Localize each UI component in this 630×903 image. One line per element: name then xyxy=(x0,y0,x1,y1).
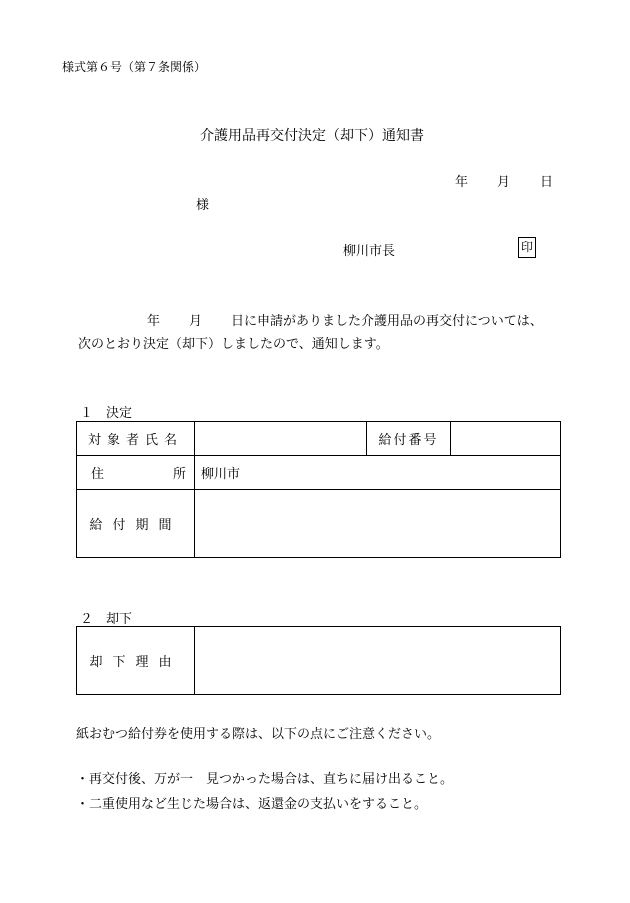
addressee-suffix: 様 xyxy=(196,198,210,213)
document-title: 介護用品再交付決定（却下）通知書 xyxy=(200,128,424,144)
notes-heading: 紙おむつ給付券を使用する際は、以下の点にご注意ください。 xyxy=(76,727,441,742)
seal-stamp: 印 xyxy=(518,237,536,258)
period-label: 給付期間 xyxy=(77,490,195,558)
section-1-heading: １ 決定 xyxy=(80,406,133,421)
date-day-label: 日 xyxy=(540,175,554,190)
period-field[interactable] xyxy=(195,490,561,558)
note-item: ・再交付後、万が一 見つかった場合は、直ちに届け出ること。 xyxy=(76,772,454,787)
body-year-label: 年 xyxy=(147,314,161,329)
rejection-table xyxy=(76,626,561,695)
address-field[interactable]: 柳川市 xyxy=(195,456,561,490)
issuer-name: 柳川市長 xyxy=(343,244,396,259)
rejection-reason-field[interactable] xyxy=(195,627,561,695)
decision-table xyxy=(76,421,561,558)
address-label: 住 所 xyxy=(77,456,195,490)
body-line-2: 次のとおり決定（却下）しましたので、通知します。 xyxy=(78,337,389,352)
date-year-label: 年 xyxy=(455,175,469,190)
benefit-number-label: 給付番号 xyxy=(367,422,451,456)
name-label: 対象者氏名 xyxy=(77,422,195,456)
form-number: 様式第６号（第７条関係） xyxy=(62,60,207,74)
section-2-heading: ２ 却下 xyxy=(80,612,133,627)
body-line-1: 日に申請がありました介護用品の再交付については、 xyxy=(231,314,543,329)
rejection-reason-label: 却下理由 xyxy=(77,627,195,695)
note-item: ・二重使用など生じた場合は、返還金の支払いをすること。 xyxy=(76,797,428,812)
benefit-number-field[interactable] xyxy=(451,422,561,456)
date-month-label: 月 xyxy=(497,175,511,190)
name-field[interactable] xyxy=(195,422,367,456)
body-month-label: 月 xyxy=(189,314,203,329)
